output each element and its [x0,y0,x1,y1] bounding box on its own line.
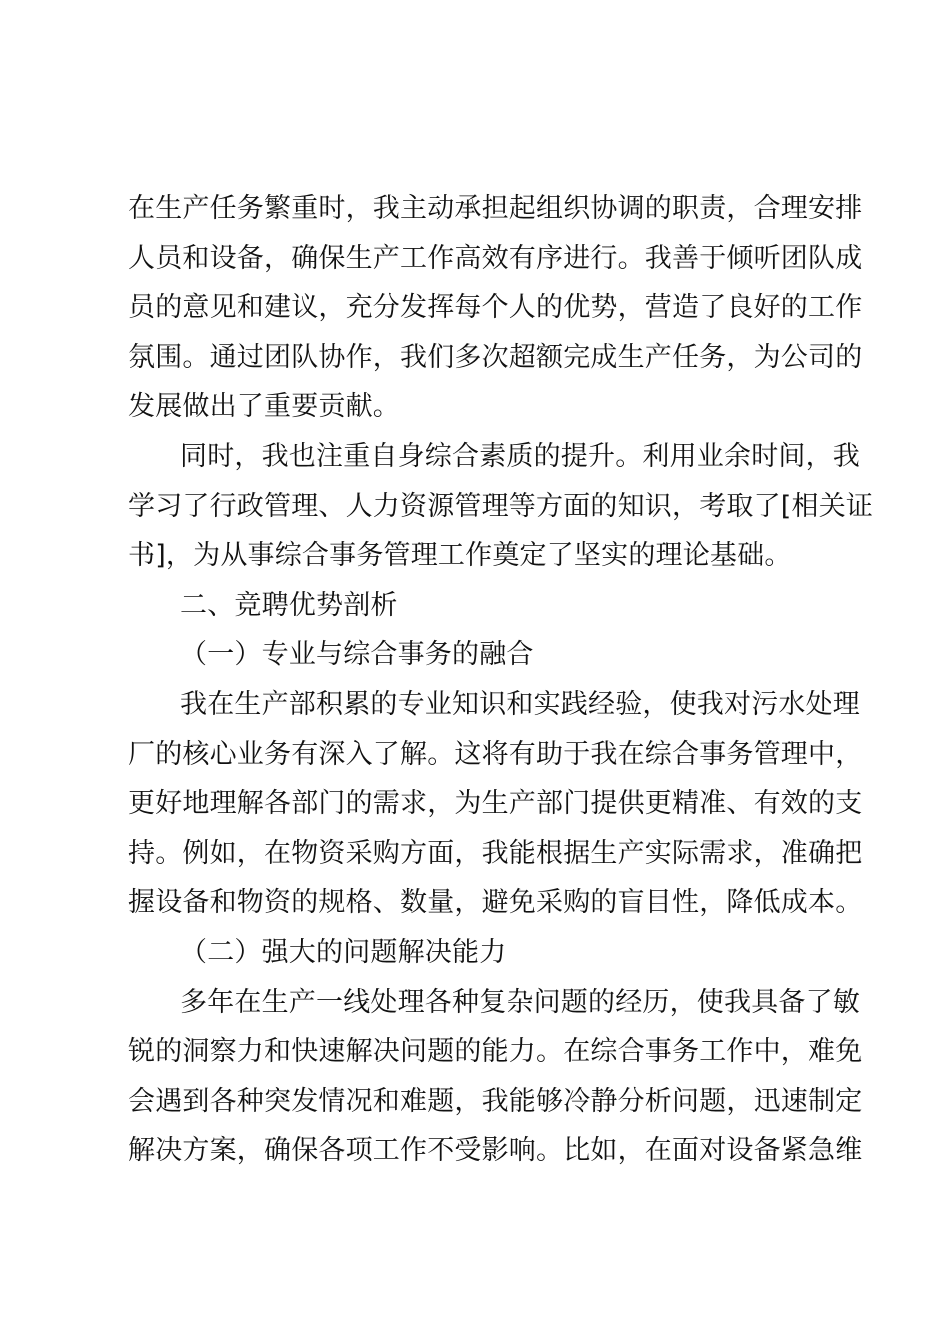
paragraph-line: 持。例如，在物资采购方面，我能根据生产实际需求，准确把 [128,837,863,869]
paragraph-line: 多年在生产一线处理各种复杂问题的经历，使我具备了敏 [180,986,860,1018]
paragraph-line: 会遇到各种突发情况和难题，我能够冷静分析问题，迅速制定 [128,1085,863,1117]
paragraph-line: 发展做出了重要贡献。 [128,391,400,423]
section-heading: 二、竞聘优势剖析 [180,589,398,621]
paragraph-line: 员的意见和建议，充分发挥每个人的优势，营造了良好的工作 [128,292,863,324]
document-body [128,184,874,1176]
subsection-heading: （一）专业与综合事务的融合 [180,639,534,671]
paragraph-line: 更好地理解各部门的需求，为生产部门提供更精准、有效的支 [128,788,863,820]
paragraph-line: 解决方案，确保各项工作不受影响。比如，在面对设备紧急维 [128,1135,863,1167]
paragraph-line: 氛围。通过团队协作，我们多次超额完成生产任务，为公司的 [128,341,863,373]
subsection-heading: （二）强大的问题解决能力 [180,936,507,968]
paragraph-line: 在生产任务繁重时，我主动承担起组织协调的职责，合理安排 [128,193,863,224]
paragraph-line: 握设备和物资的规格、数量，避免采购的盲目性，降低成本。 [128,887,863,919]
paragraph-line: 同时，我也注重自身综合素质的提升。利用业余时间，我 [180,440,860,472]
paragraph-line: 锐的洞察力和快速解决问题的能力。在综合事务工作中，难免 [128,1036,863,1068]
paragraph-line: 我在生产部积累的专业知识和实践经验，使我对污水处理 [180,688,860,720]
paragraph-line: 厂的核心业务有深入了解。这将有助于我在综合事务管理中， [128,738,863,770]
paragraph-line: 人员和设备，确保生产工作高效有序进行。我善于倾听团队成 [128,242,863,274]
paragraph-line: 书]，为从事综合事务管理工作奠定了坚实的理论基础。 [128,540,792,572]
paragraph-line: 学习了行政管理、人力资源管理等方面的知识，考取了[相关证 [128,490,874,522]
